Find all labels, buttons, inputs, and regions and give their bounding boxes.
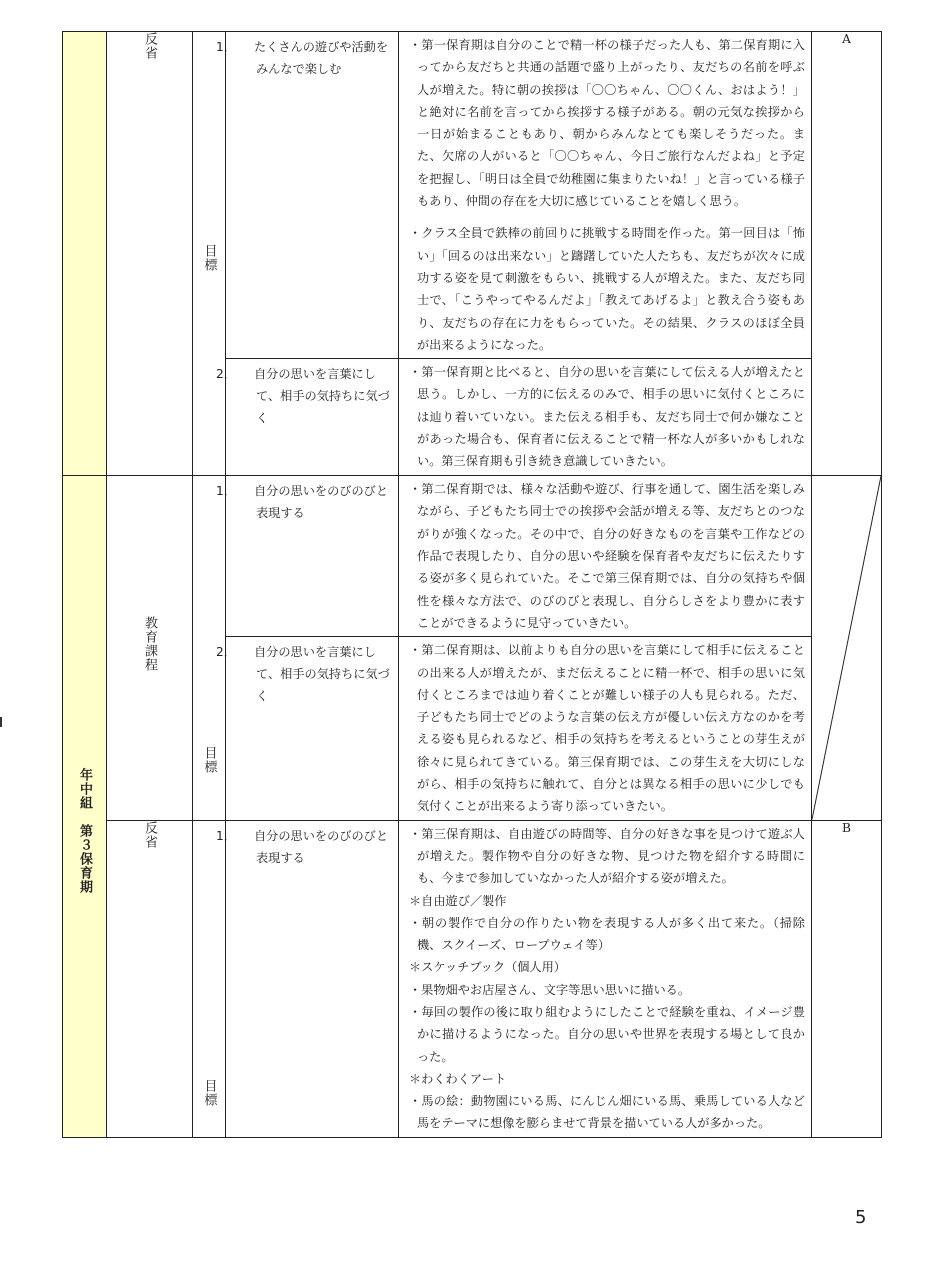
- reflection-paragraph: ・第一保育期は自分のことで精一杯の様子だった人も、第二保育期に入ってから友だちと共通の話題で盛り上がったり、友だちの名前を呼ぶ人が増えた。特に朝の挨拶は「〇〇ちゃん、〇〇くん、おはよう！」と絶対に名前を言ってから挨拶する様子がある。朝の元気な挨拶から一日が始まることもあり、朝からみんなとても楽しそうだった。また、欠席の人がいると「〇〇ちゃん、今日ご旅行なんだよね」と予定を把握し、「明日は全員で幼稚園に集まりたいね！」と言っている様子もあり、仲間の存在を大切に感じていることを嬉しく思う。: [409, 38, 805, 209]
- page-number: 5: [855, 1207, 867, 1228]
- reflection-table: [62, 31, 882, 1138]
- goal-number: 2．: [216, 645, 236, 660]
- section-label: 年中組 第３保育期: [77, 767, 92, 894]
- reflection-lines: [399, 821, 811, 1137]
- reflection-heading: ＊わくわくアート: [409, 1071, 507, 1086]
- goal-label: 目標: [201, 244, 217, 272]
- category-cell: [107, 820, 193, 1137]
- goal-number: 1．: [216, 828, 236, 843]
- category-cell: [107, 476, 193, 820]
- goal-cell: [216, 359, 399, 476]
- reflection-paragraph: ・第一保育期と比べると、自分の思いを言葉にして伝える人が増えたと 思う。しかし、一方的に伝えるのみで、相手の思いに気付くところには辿り着いていない。また伝える相手も、友だち同士で何か嫌なことがあった場合も、保育者に伝えることで精一杯な人が多いかもしれない。第三保育期も引き続き意識していきたい。: [409, 365, 818, 469]
- reflection-cell: [399, 637, 812, 820]
- evaluation-grade: A: [842, 32, 851, 46]
- evaluation-cell: [812, 820, 882, 1137]
- reflection-paragraph: ・クラス全員で鉄棒の前回りに挑戦する時間を作った。第一回目は「怖い」「回るのは出来ない」と躊躇していた人たちも、友だちが次々に成功する姿を見て刺激をもらい、挑戦する人が増えた。また、友だち同士で、「こうやってやるんだよ」「教えてあげるよ」と教え合う姿もあり、友だちの存在に力をもらっていた。その結果、クラスのほぼ全員が出来るようになった。: [409, 226, 805, 352]
- margin-mark: [0, 717, 2, 727]
- reflection-line: ・馬の絵：動物園にいる馬、にんじん畑にいる馬、乗馬している人など馬をテーマに想像を膨らませて背景を描いている人が多かった。: [409, 1094, 805, 1131]
- goal-cell: [216, 637, 399, 820]
- goal-text: 自分の思いを言葉にして、相手の気持ちに気づく: [254, 367, 390, 426]
- reflection-paragraph: ・第二保育期では、様々な活動や遊び、行事を通して、園生活を楽しみながら、子どもたち同士での挨拶や会話が増える等、友だちとのつながりが強くなった。その中で、自分の好きなものを言葉や工作などの作品で表現したり、自分の思いや経験を保育者や友だちに伝えたりする姿が多く見られていた。そこで第三保育期では、自分の気持ちや個性を様々な方法で、のびのびと表現し、自分らしさをより豊かに表すことができるように見守っていきたい。: [409, 482, 805, 630]
- goal-label: 目標: [201, 1078, 217, 1107]
- reflection-line: ・第三保育期は、自由遊びの時間等、自分の好きな事を見つけて遊ぶ人が増えた。製作物や自分の好きな物、見つけた物を紹介する時間にも、今まで参加していなかった人が紹介する姿が増えた。: [409, 826, 805, 886]
- goal-cell: [216, 476, 399, 637]
- category-label: 反省: [142, 820, 157, 849]
- reflection-cell: [399, 820, 812, 1137]
- reflection-cell: [399, 32, 812, 359]
- goal-number: 1．: [216, 484, 236, 499]
- category-label: 反省: [142, 32, 157, 60]
- section-cell-top: [63, 32, 107, 476]
- reflection-line: ・果物畑やお店屋さん、文字等思い思いに描いる。: [409, 982, 691, 997]
- goal-text: 自分の思いをのびのびと表現する: [254, 828, 389, 865]
- reflection-paragraph: ・第二保育期は、以前よりも自分の思いを言葉にして相手に伝えることの出来る人が増えたが、まだ伝えることに精一杯で、相手の思いに気付くところまでは辿り着くことが難しい様子の人も見られる。ただ、子どもたち同士でどのような言葉の伝え方が優しい伝え方なのかを考える姿も見られるなど、相手の気持ちを考えるということの芽生えが徐々に見られてきている。第三保育期では、この芽生えを大切にしながら、相手の気持ちに触れて、自分とは異なる相手の思いに少しでも気付くことが出来るよう寄り添っていきたい。: [409, 643, 805, 814]
- evaluation-cell: [812, 32, 882, 476]
- reflection-cell: [399, 476, 812, 637]
- goal-text: たくさんの遊びや活動をみんなで楽しむ: [254, 40, 389, 76]
- goal-cell: [216, 32, 399, 359]
- reflection-line: ・朝の製作で自分の作りたい物を表現する人が多く出て来た。（掃除機、スクイーズ、ロープウェイ等）: [409, 915, 805, 953]
- goal-label: 目標: [201, 746, 217, 775]
- evaluation-grade: B: [842, 820, 851, 835]
- category-label: 教育課程: [142, 616, 157, 673]
- reflection-cell: [399, 359, 818, 476]
- evaluation-cell-empty: [812, 476, 882, 820]
- table-row: [63, 820, 882, 1137]
- table-row: [63, 32, 882, 359]
- goal-label-cell: [193, 32, 226, 476]
- goal-label-cell: [193, 820, 226, 1137]
- goal-text: 自分の思いを言葉にして、相手の気持ちに気づく: [254, 645, 390, 704]
- category-cell: [107, 32, 193, 476]
- reflection-heading: ＊スケッチブック（個人用）: [409, 960, 566, 975]
- diagonal-slash: [812, 476, 881, 819]
- goal-cell: [216, 820, 399, 1137]
- reflection-heading: ＊自由遊び／製作: [409, 893, 507, 908]
- table-row: [63, 476, 882, 637]
- reflection-line: ・毎回の製作の後に取り組むようにしたことで経験を重ね、イメージ豊かに描けるようになった。自分の思いや世界を表現する場として良かった。: [409, 1004, 805, 1064]
- goal-text: 自分の思いをのびのびと表現する: [254, 484, 389, 521]
- goal-number: 2．: [216, 367, 236, 382]
- section-cell: [63, 476, 107, 1138]
- goal-number: 1．: [216, 40, 236, 54]
